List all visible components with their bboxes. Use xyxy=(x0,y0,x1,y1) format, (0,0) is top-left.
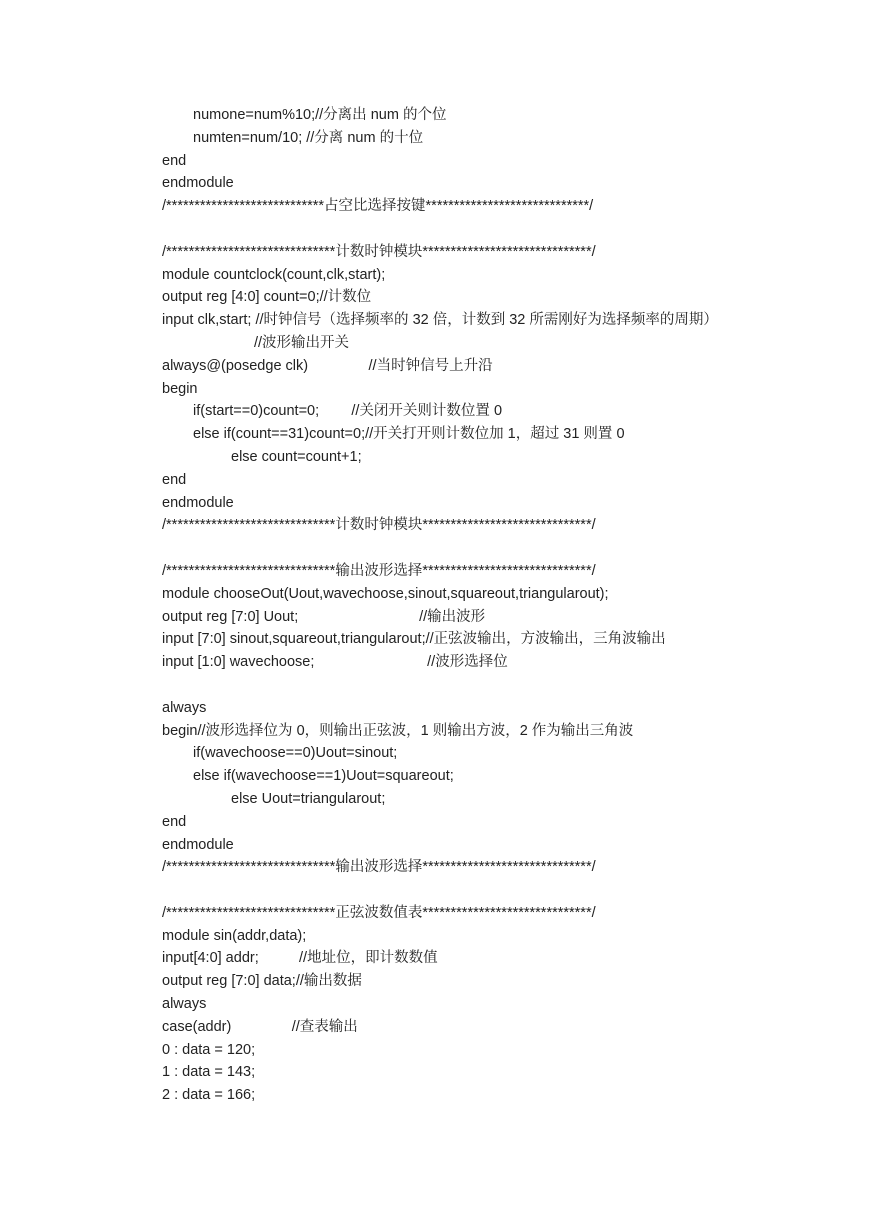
code-line: else if(count==31)count=0;//开关打开则计数位加 1，超过 31 则置 0 xyxy=(193,426,625,443)
section-separator: /******************************计数时钟模块******************************/ xyxy=(162,243,596,260)
code-line: begin xyxy=(162,380,198,397)
code-line: module chooseOut(Uout,wavechoose,sinout,squareout,triangularout); xyxy=(162,585,609,602)
code-line: module countclock(count,clk,start); xyxy=(162,266,386,283)
code-line: output reg [7:0] data;//输出数据 xyxy=(162,973,362,990)
code-line: if(start==0)count=0; //关闭开关则计数位置 0 xyxy=(193,403,503,420)
section-separator: /****************************占空比选择按键*****************************/ xyxy=(162,198,594,215)
code-line: end xyxy=(162,813,187,830)
code-line: endmodule xyxy=(162,494,234,511)
code-line: begin//波形选择位为 0，则输出正弦波，1 则输出方波，2 作为输出三角波 xyxy=(162,722,634,739)
code-line: end xyxy=(162,152,187,169)
section-separator: /******************************正弦波数值表******************************/ xyxy=(162,904,596,921)
code-line: always xyxy=(162,996,207,1013)
section-separator: /******************************输出波形选择******************************/ xyxy=(162,859,596,876)
code-line: input[4:0] addr; //地址位，即计数数值 xyxy=(162,950,438,967)
blank-line xyxy=(162,674,842,697)
code-line: endmodule xyxy=(162,175,234,192)
code-line: input [1:0] wavechoose; //波形选择位 xyxy=(162,654,508,671)
code-line: output reg [7:0] Uout; //输出波形 xyxy=(162,608,486,625)
code-line: 2 : data = 166; xyxy=(162,1087,256,1104)
code-line: input [7:0] sinout,squareout,triangularout;//正弦波输出，方波输出，三角波输出 xyxy=(162,631,666,648)
blank-line xyxy=(162,879,842,902)
code-line: end xyxy=(162,471,187,488)
code-line: always xyxy=(162,699,207,716)
code-line: always@(posedge clk) //当时钟信号上升沿 xyxy=(162,357,493,374)
code-line: else if(wavechoose==1)Uout=squareout; xyxy=(193,768,454,785)
code-line: module sin(addr,data); xyxy=(162,927,307,944)
blank-line xyxy=(162,218,842,241)
code-line: output reg [4:0] count=0;//计数位 xyxy=(162,289,372,306)
section-separator: /******************************计数时钟模块******************************/ xyxy=(162,517,596,534)
code-line: numten=num/10; //分离 num 的十位 xyxy=(193,129,424,146)
code-line: else Uout=triangularout; xyxy=(231,790,386,807)
code-line: //波形输出开关 xyxy=(254,334,350,351)
code-line: if(wavechoose==0)Uout=sinout; xyxy=(193,745,398,762)
code-line: endmodule xyxy=(162,836,234,853)
code-line: 1 : data = 143; xyxy=(162,1064,256,1081)
code-line: input clk,start; //时钟信号（选择频率的 32 倍，计数到 32 所需刚好为选择频率的周期） xyxy=(162,312,718,329)
code-line: 0 : data = 120; xyxy=(162,1041,256,1058)
blank-line xyxy=(162,537,842,560)
code-line: else count=count+1; xyxy=(231,448,362,465)
code-line: numone=num%10;//分离出 num 的个位 xyxy=(193,107,447,123)
section-separator: /******************************输出波形选择******************************/ xyxy=(162,562,596,579)
code-listing xyxy=(162,104,842,1107)
code-line: case(addr) //查表输出 xyxy=(162,1018,358,1035)
